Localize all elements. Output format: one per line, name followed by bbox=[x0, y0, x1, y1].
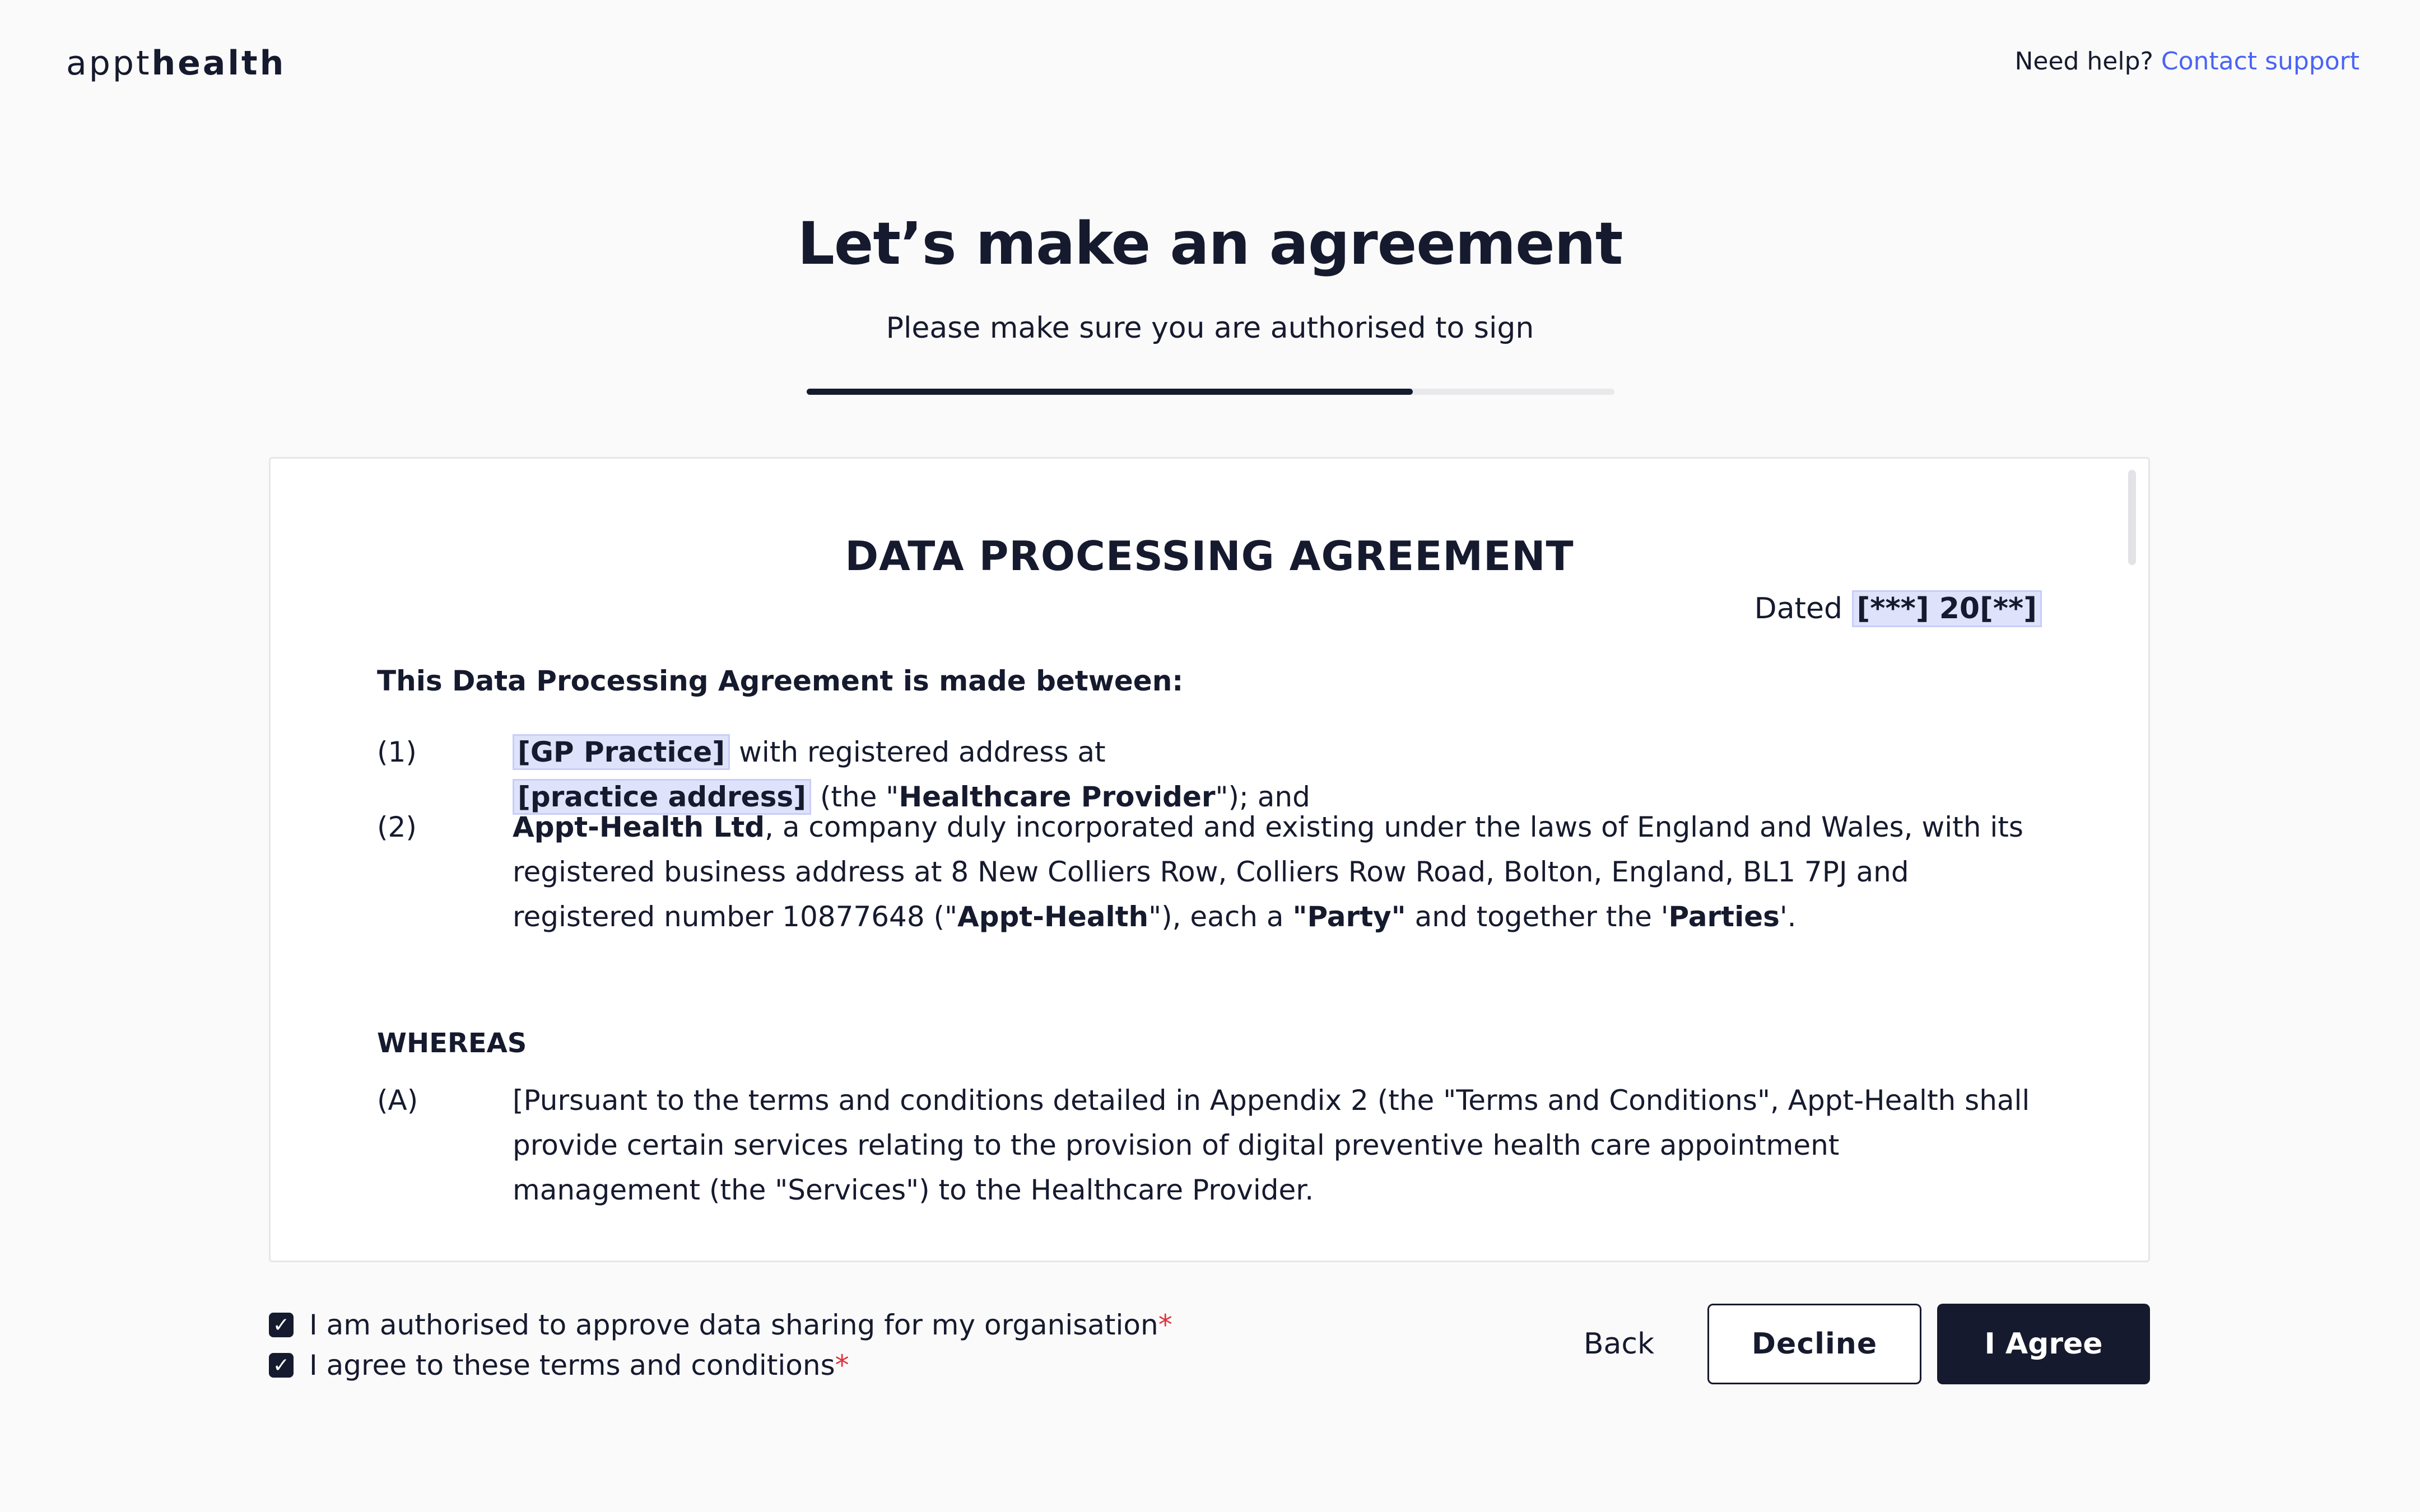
authorised-checkbox-row[interactable] bbox=[269, 1305, 1172, 1345]
clause-number: (2) bbox=[377, 811, 417, 843]
document-title: DATA PROCESSING AGREEMENT bbox=[845, 533, 1574, 580]
clause-body bbox=[513, 805, 2035, 939]
document-date bbox=[1755, 592, 2042, 626]
practice-address-placeholder: [practice address] bbox=[513, 779, 811, 815]
clause-text: with registered address at bbox=[730, 736, 1106, 768]
terms-label: I agree to these terms and conditions bbox=[309, 1349, 835, 1382]
dated-label: Dated bbox=[1754, 592, 1842, 626]
contact-support-link[interactable]: Contact support bbox=[2161, 47, 2360, 76]
party-term: "Party" bbox=[1292, 900, 1406, 933]
gp-practice-placeholder: [GP Practice] bbox=[513, 734, 730, 770]
consent-checkboxes bbox=[269, 1305, 1172, 1385]
clause-text: and together the ' bbox=[1406, 900, 1669, 933]
clause-2 bbox=[377, 805, 2035, 939]
logo-bold-part: health bbox=[151, 44, 286, 83]
agreement-document[interactable] bbox=[269, 457, 2150, 1262]
clause-text: '. bbox=[1779, 900, 1797, 933]
healthcare-provider-term: Healthcare Provider bbox=[899, 781, 1216, 813]
clause-text: "), each a bbox=[1148, 900, 1293, 933]
clause-text: "); and bbox=[1215, 781, 1310, 813]
clause-text: (the " bbox=[811, 781, 899, 813]
back-button[interactable]: Back bbox=[1583, 1327, 1655, 1361]
clause-a bbox=[377, 1078, 2035, 1212]
clause-body: [Pursuant to the terms and conditions detailed in Appendix 2 (the "Terms and Conditions", Appt-Health shall provide certain services relating to the provision of digital preventive health care appointment management (the "Services") to the Healthcare Provider. bbox=[513, 1084, 2030, 1206]
page-title: Let’s make an agreement bbox=[797, 209, 1623, 278]
agree-button[interactable]: I Agree bbox=[1937, 1304, 2150, 1384]
appthealth-logo[interactable] bbox=[66, 44, 286, 83]
clause-text: , a company duly incorporated and existing under the laws of England and Wales, with its registered business address at 8 New Colliers Row, Colliers Row Road, Bolton, England, BL1 7PJ and registered number 10877648 (" bbox=[513, 811, 2023, 933]
authorised-checkbox[interactable]: ✓ bbox=[269, 1313, 294, 1337]
help-text bbox=[2014, 47, 2360, 76]
clause-number: (1) bbox=[377, 736, 417, 768]
clause-number: (A) bbox=[377, 1084, 418, 1117]
decline-button[interactable]: Decline bbox=[1707, 1304, 1921, 1384]
document-intro: This Data Processing Agreement is made between: bbox=[377, 665, 1184, 697]
logo-light-part: appt bbox=[66, 44, 152, 83]
required-asterisk: * bbox=[835, 1349, 849, 1382]
dated-placeholder: [***] 20[**] bbox=[1852, 590, 2042, 627]
whereas-heading: WHEREAS bbox=[377, 1028, 527, 1059]
progress-bar-fill bbox=[807, 389, 1413, 395]
terms-checkbox[interactable]: ✓ bbox=[269, 1353, 294, 1378]
required-asterisk: * bbox=[1158, 1309, 1172, 1341]
parties-term: Parties bbox=[1668, 900, 1780, 933]
terms-checkbox-row[interactable] bbox=[269, 1345, 1172, 1385]
appt-health-term: Appt-Health bbox=[957, 900, 1149, 933]
company-name: Appt-Health Ltd bbox=[513, 811, 765, 843]
page-subtitle: Please make sure you are authorised to sign bbox=[886, 311, 1534, 345]
help-prefix: Need help? bbox=[2014, 47, 2153, 76]
progress-bar bbox=[807, 389, 1614, 395]
authorised-label: I am authorised to approve data sharing for my organisation bbox=[309, 1309, 1158, 1341]
